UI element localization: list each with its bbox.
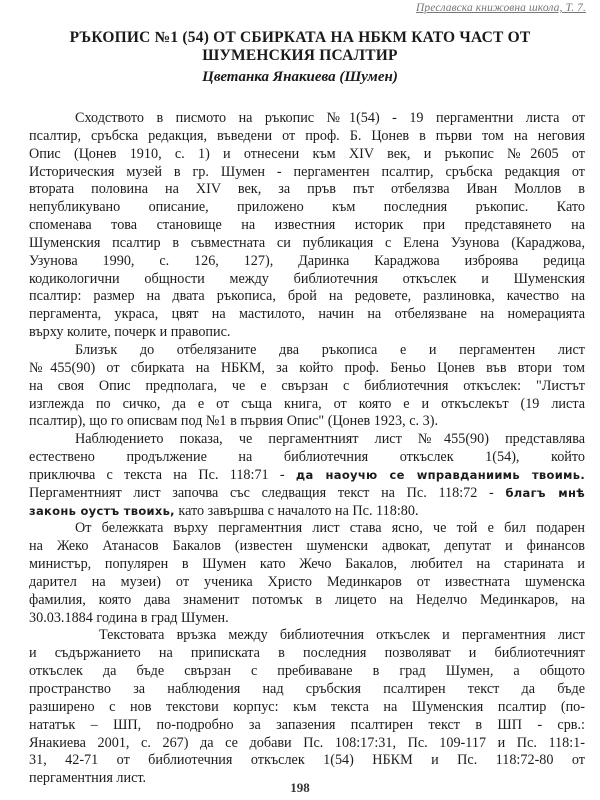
text-line: псалтир), що го описвам под №1 в първия Опис" (Цонев 1923, с. 3). bbox=[29, 413, 439, 430]
running-header: Преславска книжовна школа, Т. 7. bbox=[416, 2, 586, 14]
text-line: пространство за наблюдения над сръбския псалтирен текст да бъде bbox=[29, 681, 585, 697]
article-title-line-1: РЪКОПИС №1 (54) ОТ СБИРКАТА НА НБКМ КАТО ЧАСТ ОТ bbox=[69, 29, 531, 46]
text-line: върху колите, почерк и правопис. bbox=[29, 324, 231, 341]
text-fragment: Пергаментният лист започва със следващия текст на Пс. 118:72 - bbox=[29, 484, 506, 501]
text-fragment: като завършва с началото на Пс. 118:80. bbox=[174, 502, 419, 519]
old-church-slavonic-quote: законь оустъ твоихь, bbox=[29, 503, 175, 518]
article-author: Цветанка Янакиева (Шумен) bbox=[202, 69, 398, 85]
paragraph-4 bbox=[29, 520, 585, 627]
text-line bbox=[29, 467, 585, 485]
article-title-line-2: ШУМЕНСКИЯ ПСАЛТИР bbox=[202, 47, 398, 64]
text-line: Шуменския псалтир в съвместната си публикация с Елена Узунова (Караджова, bbox=[29, 234, 585, 251]
text-line: споменава това становище на известния историк при представянето на bbox=[29, 217, 585, 234]
text-line: Близък до отбелязаните два ръкописа е и пергаментен лист bbox=[75, 341, 585, 358]
text-line: дарител на музеи) от ученика Христо Мединкаров от известната шуменска bbox=[29, 573, 585, 590]
text-line: Наблюдението показа, че пергаментният лист №455(90) представлява bbox=[75, 431, 585, 448]
text-line: Историческия музей в гр. Шумен - пергаментен псалтир, сръбска редакция от bbox=[29, 163, 585, 180]
text-line: 30.03.1884 година в град Шумен. bbox=[29, 609, 229, 626]
text-line: псалтир: размер на двата ръкописа, брой на редовете, разлиновка, качество на bbox=[29, 288, 585, 305]
text-line: 31, 42-71 от библиотечния откъслек 1(54) НБКМ и Пс. 118:72-80 от bbox=[29, 752, 585, 769]
text-line: непубликувано описание, приложено към последния ръкопис. Като bbox=[29, 199, 585, 216]
text-line: Сходството в писмото на ръкопис №1(54) - 19 пергаментни листа от bbox=[75, 110, 585, 126]
old-church-slavonic-quote: да наоучю се wправданиимь твоимь. bbox=[295, 467, 585, 482]
text-line: №455(90) от сбирката на НБКМ, за който проф. Беньо Цонев във втори том bbox=[29, 359, 585, 376]
page-number: 198 bbox=[290, 780, 310, 795]
paragraph-3 bbox=[29, 431, 585, 520]
text-line: откъслек да бъде свързан с пребиваване в град Шумен, а общото bbox=[29, 663, 585, 680]
article-title bbox=[0, 29, 600, 65]
article-body bbox=[29, 110, 585, 788]
paragraph-2 bbox=[29, 342, 585, 431]
text-line: Узунова 1990, с. 126, 127), Даринка Караджова изброява редица bbox=[29, 252, 585, 269]
text-line bbox=[29, 485, 585, 503]
text-line: Текстовата връзка между библиотечния откъслек и пергаментния лист bbox=[99, 627, 585, 644]
text-line: естествено продължение на библиотечния откъслек 1(54), който bbox=[29, 449, 585, 466]
text-line: втората половина на XIV век, за пръв път отбелязва Иван Моллов в bbox=[29, 181, 585, 198]
text-fragment: приключва с текста на Пс. 118:71 - bbox=[29, 466, 296, 483]
text-line: министър, популярен в Шумен като Жечо Бакалов, любител на старината и bbox=[29, 556, 585, 573]
text-line: изглежда по сичко, да е от съща книга, от която е и откъслекът (19 листа bbox=[29, 395, 585, 412]
text-line: на своя Опис предполага, че е свързан с библиотечния откъслек: "Листът bbox=[29, 377, 585, 394]
text-line: нататък – ШП, по-подробно за запазения псалтирен текст в ШП - срв.: bbox=[29, 716, 585, 733]
text-line: фамилия, която дава знаменит потомък в лицето на Неделчо Мединкаров, на bbox=[29, 591, 585, 608]
text-line: на Жеко Атанасов Бакалов (известен шуменски адвокат, депутат и финансов bbox=[29, 538, 585, 555]
text-line: Опис (Цонев 1910, с. 1) и отнесени към XIV век, и ръкопис №2605 от bbox=[29, 145, 585, 162]
text-line: разширено с нов текстови корпус: към текста на Шуменския псалтир (по- bbox=[29, 698, 585, 715]
paragraph-1 bbox=[29, 110, 585, 342]
text-line: кодикологични общности между библиотечния откъслек и Шуменския bbox=[29, 270, 585, 287]
text-line: Янакиева 2001, с. 267) да се добави Пс. 108:17:31, Пс. 109-117 и Пс. 118:1- bbox=[29, 734, 585, 751]
text-line bbox=[29, 503, 585, 521]
paragraph-5 bbox=[29, 627, 585, 788]
old-church-slavonic-quote: благъ мнѣ bbox=[505, 485, 585, 500]
text-line: пергамента, украса, цвят на мастилото, начин на отбелязване на номерацията bbox=[29, 306, 585, 323]
text-line: пергаментния лист. bbox=[29, 770, 147, 787]
text-line: псалтир, сръбска редакция, въведени от проф. Б. Цонев в първи том на неговия bbox=[29, 127, 585, 144]
text-line: От бележката върху пергаментния лист става ясно, че той е бил подарен bbox=[75, 520, 585, 537]
text-line: и съдържанието на приписката в последния позволяват и библиотечният bbox=[29, 645, 585, 662]
